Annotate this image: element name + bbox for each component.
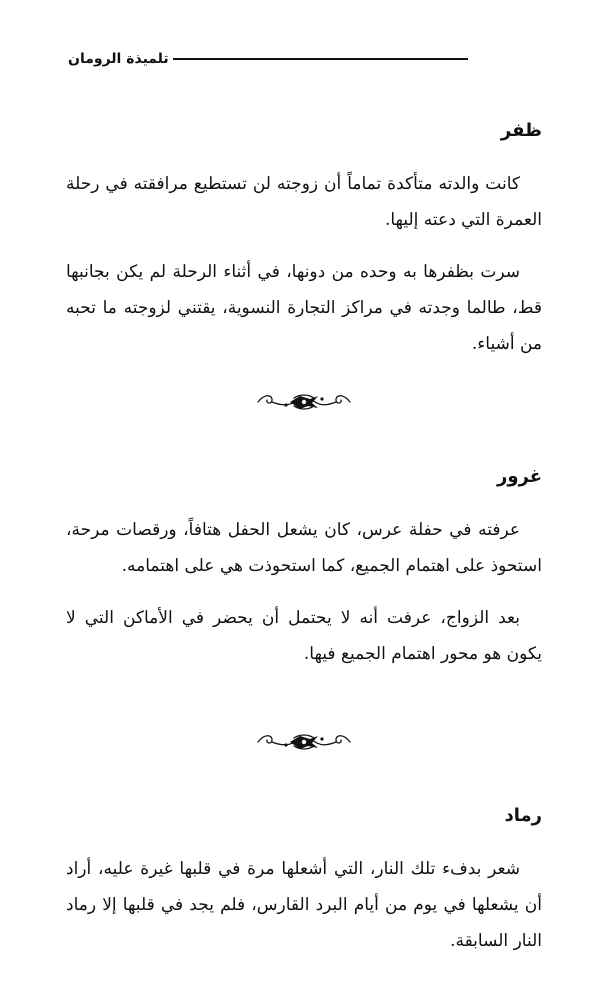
- story-paragraph: عرفته في حفلة عرس، كان يشعل الحفل هتافاً، ورقصات مرحة، استحوذ على اهتمام الجميع، كما استحوذت هي على اهتمامه.: [66, 520, 542, 576]
- header-rule: [173, 58, 468, 60]
- floral-divider-icon: [254, 390, 354, 414]
- story-ramad: [66, 803, 542, 959]
- story-paragraph: سرت بظفرها به وحده من دونها، في أثناء الرحلة لم يكن بجانبها قط، طالما وجدته في مراكز التجارة النسوية، يقتني لزوجته ما تحبه من أشياء.: [66, 262, 542, 354]
- story-title: رماد: [504, 805, 542, 826]
- story-title: غرور: [496, 466, 542, 487]
- story-paragraph: شعر بدفء تلك النار، التي أشعلها مرة في قلبها غيرة عليه، أراد أن يشعلها في يوم من أيام البرد القارس، فلم يجد في قلبها إلا رماد النار السابقة.: [66, 859, 542, 951]
- story-paragraph: بعد الزواج، عرفت أنه لا يحتمل أن يحضر في الأماكن التي لا يكون هو محور اهتمام الجميع فيها.: [66, 608, 542, 664]
- floral-divider-icon: [254, 730, 354, 754]
- story-paragraph: كانت والدته متأكدة تماماً أن زوجته لن تستطيع مرافقته في رحلة العمرة التي دعته إليها.: [66, 174, 542, 230]
- story-title: ظفر: [500, 120, 542, 141]
- story-zafar: [66, 118, 542, 362]
- story-ghurur: [66, 464, 542, 672]
- header-title: تلميذة الرومان: [68, 51, 169, 67]
- running-header: [68, 44, 468, 74]
